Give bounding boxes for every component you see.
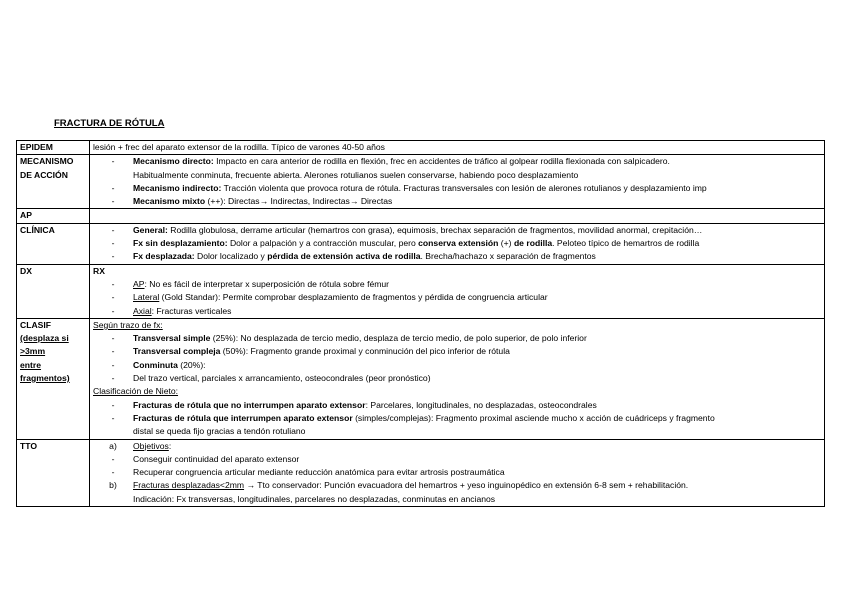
item-term: Axial: [133, 305, 152, 316]
item-term: AP: [133, 278, 145, 289]
row-label-line: entre: [20, 359, 42, 370]
item-term: General:: [133, 224, 168, 235]
row-label-line: fragmentos): [20, 373, 70, 384]
dash-bullet: -: [111, 292, 115, 303]
clinica-content: [90, 223, 825, 264]
row-epidem: [17, 141, 825, 155]
list-item: [93, 224, 821, 237]
row-label-dx: DX: [17, 264, 90, 318]
item-text: Dolor a palpación y a contracción muscular, pero: [227, 238, 419, 249]
item-term: Mecanismo mixto: [133, 196, 206, 207]
item-text: → Tto conservador: Punción evacuadora del hemartros + yeso inguinopédico en extensión 6-8 sem + rehabilitación.: [244, 480, 689, 491]
item-text: : Parcelares, longitudinales, no desplazadas, osteocondrales: [365, 399, 597, 410]
row-label-clinica: CLÍNICA: [17, 223, 90, 264]
item-continuation: distal se queda fijo gracias a tendón rotuliano: [133, 426, 306, 437]
item-emphasis: pérdida de extensión activa de rodilla: [267, 251, 421, 262]
list-item: [93, 278, 821, 291]
section-heading: RX: [93, 265, 105, 276]
row-label-clasif: [17, 318, 90, 439]
dash-bullet: -: [111, 224, 115, 235]
row-label-mecanismo: [17, 155, 90, 209]
dash-bullet: -: [111, 196, 115, 207]
letter-bullet: b): [109, 480, 117, 491]
dash-bullet: -: [111, 238, 115, 249]
item-text: Dolor localizado y: [194, 251, 268, 262]
row-label-line: >3mm: [20, 346, 46, 357]
list-item: [93, 359, 821, 372]
list-item: [93, 412, 821, 425]
dash-bullet: -: [111, 346, 115, 357]
dash-bullet: -: [111, 278, 115, 289]
item-text: Conseguir continuidad del aparato extensor: [133, 453, 300, 464]
dash-bullet: -: [111, 373, 115, 384]
item-text: Rodilla globulosa, derrame articular (hemartros con grasa), equimosis, brechax separación de fragmentos, movilidad anormal, crepitación…: [167, 224, 703, 235]
item-term: Transversal compleja: [133, 346, 221, 357]
row-clasif: [17, 318, 825, 439]
dash-bullet: -: [111, 453, 115, 464]
item-text: : No es fácil de interpretar x superposición de rótula sobre fémur: [144, 278, 390, 289]
list-item: [93, 479, 821, 492]
item-emphasis: conserva extensión: [418, 238, 499, 249]
list-item: [93, 332, 821, 345]
epidem-text: lesión + frec del aparato extensor de la rodilla. Típico de varones 40-50 años: [93, 142, 385, 152]
row-label-tto: TTO: [17, 439, 90, 506]
list-item: [93, 453, 821, 466]
list-item: [93, 372, 821, 385]
item-term: Fx desplazada:: [133, 251, 195, 262]
dash-bullet: -: [111, 182, 115, 193]
list-item: [93, 399, 821, 412]
epidem-content: [90, 141, 825, 155]
list-item: [93, 345, 821, 358]
item-text: Del trazo vertical, parciales x arrancamiento, osteocondrales (peor pronóstico): [133, 373, 431, 384]
row-label-line: MECANISMO: [20, 156, 74, 167]
dash-bullet: -: [111, 359, 115, 370]
item-term: Mecanismo directo:: [133, 156, 214, 167]
item-text: :: [168, 440, 172, 451]
summary-table: [16, 140, 825, 507]
clasif-content: [90, 318, 825, 439]
list-item: [93, 305, 821, 318]
item-term: Fx sin desplazamiento:: [133, 238, 228, 249]
item-term: Lateral: [133, 292, 160, 303]
row-clinica: [17, 223, 825, 264]
dash-bullet: -: [111, 467, 115, 478]
row-tto: [17, 439, 825, 506]
list-item: [93, 155, 821, 168]
row-label-line: CLASIF: [20, 319, 52, 330]
list-item: [93, 440, 821, 453]
dx-content: [90, 264, 825, 318]
item-term: Transversal simple: [133, 333, 211, 344]
item-text: Impacto en cara anterior de rodilla en flexión, frec en accidentes de tráfico al golpear rodilla flexionada con salpicadero.: [213, 156, 670, 167]
item-text: (20%):: [177, 359, 206, 370]
list-item: [93, 237, 821, 250]
ap-content: [90, 209, 825, 223]
item-continuation: Indicación: Fx transversas, longitudinales, parcelares no desplazadas, conminutas en ancianos: [133, 493, 496, 504]
item-text: (25%): No desplazada de tercio medio, desplaza de tercio medio, de polo superior, de polo inferior: [210, 333, 587, 344]
dash-bullet: -: [111, 333, 115, 344]
item-text: (simples/complejas): Fragmento proximal asciende mucho x acción de cuádriceps y fragmento: [352, 412, 715, 423]
row-label-line: DE ACCIÓN: [20, 169, 68, 180]
section-heading: Según trazo de fx:: [93, 319, 163, 330]
mecanismo-content: [90, 155, 825, 209]
item-term: Fracturas desplazadas<2mm: [133, 480, 245, 491]
item-text: (++): Directas→ Indirectas, Indirectas→ Directas: [205, 196, 393, 207]
item-term: Conminuta: [133, 359, 178, 370]
list-item: [93, 250, 821, 263]
item-text: : Fracturas verticales: [151, 305, 232, 316]
item-continuation: Habitualmente conminuta, frecuente abierta. Alerones rotulianos suelen conservarse, habiendo poco desplazamiento: [133, 169, 579, 180]
item-term: Objetivos: [133, 440, 169, 451]
item-text: (Gold Standar): Permite comprobar desplazamiento de fragmentos y pérdida de congruencia articular: [159, 292, 548, 303]
dash-bullet: -: [111, 251, 115, 262]
item-text: (50%): Fragmento grande proximal y conminución del pico inferior de rótula: [220, 346, 510, 357]
list-item: [93, 182, 821, 195]
row-label-line: (desplaza si: [20, 333, 69, 344]
item-text: Recuperar congruencia articular mediante reducción anatómica para evitar artrosis postraumática: [133, 467, 505, 478]
tto-content: [90, 439, 825, 506]
letter-bullet: a): [109, 440, 117, 451]
dash-bullet: -: [111, 305, 115, 316]
item-term: Mecanismo indirecto:: [133, 182, 222, 193]
list-item: [93, 466, 821, 479]
row-label-ap: AP: [17, 209, 90, 223]
dash-bullet: -: [111, 412, 115, 423]
list-item: [93, 291, 821, 304]
dash-bullet: -: [111, 156, 115, 167]
row-mecanismo: [17, 155, 825, 209]
item-text: Tracción violenta que provoca rotura de rótula. Fracturas transversales con lesión de alerones rotulianos y desplazamiento imp: [221, 182, 707, 193]
section-heading: Clasificación de Nieto:: [93, 386, 179, 397]
dash-bullet: -: [111, 399, 115, 410]
item-term: Fracturas de rótula que no interrumpen aparato extensor: [133, 399, 366, 410]
item-text: . Brecha/hachazo x separación de fragmentos: [420, 251, 596, 262]
list-item: [93, 195, 821, 208]
row-ap: [17, 209, 825, 223]
document-title: FRACTURA DE RÓTULA: [54, 118, 165, 129]
item-term: Fracturas de rótula que interrumpen aparato extensor: [133, 412, 353, 423]
item-emphasis: de rodilla: [513, 238, 553, 249]
row-dx: [17, 264, 825, 318]
item-text: . Peloteo típico de hemartros de rodilla: [552, 238, 700, 249]
item-text: (+): [498, 238, 514, 249]
row-label-epidem: EPIDEM: [17, 141, 90, 155]
